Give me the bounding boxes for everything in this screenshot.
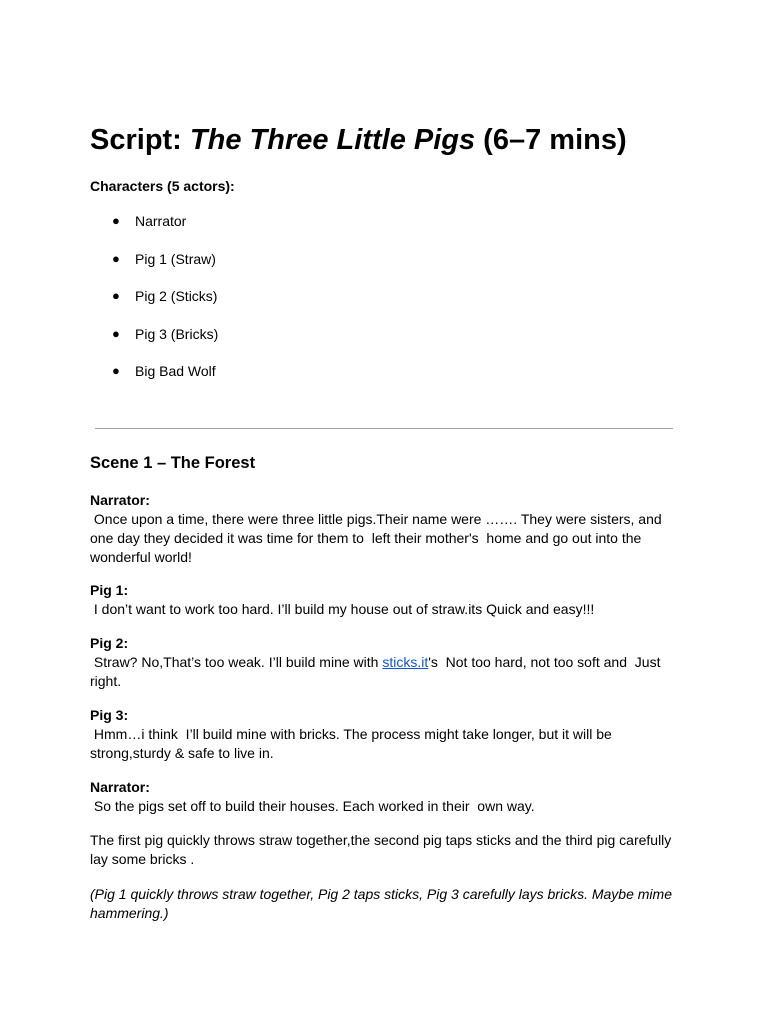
dialogue-line: one day they decided it was time for them to left their mother's home and go out into the — [90, 530, 642, 546]
dialogue-line: So the pigs set off to build their houses. Each worked in their own way. — [90, 798, 535, 814]
speaker-label: Narrator: — [90, 492, 150, 508]
narrative-paragraph — [90, 831, 676, 869]
dialogue-text: Straw? No,That’s too weak. I’ll build mine with — [90, 654, 383, 670]
stage-direction-line: hammering.) — [90, 905, 169, 921]
bullet-icon: ● — [112, 250, 120, 266]
character-name: Pig 3 (Bricks) — [135, 325, 219, 342]
dialogue-pig-1 — [90, 581, 676, 619]
title-prefix: Script: — [90, 124, 190, 156]
character-name: Big Bad Wolf — [135, 363, 216, 379]
speaker-label: Pig 1: — [90, 582, 129, 598]
character-name: Narrator — [135, 213, 187, 229]
title-play-name: The Three Little Pigs — [189, 124, 476, 156]
dialogue-line: strong,sturdy & safe to live in. — [90, 745, 274, 761]
sticks-link[interactable]: sticks.it — [382, 654, 429, 670]
bullet-icon: ● — [112, 363, 120, 378]
page-title — [90, 121, 627, 159]
stage-direction-line: (Pig 1 quickly throws straw together, Pig 2 taps sticks, Pig 3 carefully lays bricks. Maybe mime — [90, 886, 672, 902]
character-name: Pig 2 (Sticks) — [135, 288, 218, 304]
character-name: Pig 1 (Straw) — [135, 250, 216, 267]
stage-direction — [90, 885, 676, 923]
horizontal-divider — [95, 428, 673, 429]
dialogue-line: Once upon a time, there were three little pigs.Their name were ……. They were sisters, and — [90, 511, 662, 527]
bullet-icon: ● — [112, 213, 120, 228]
speaker-label: Pig 2: — [90, 635, 129, 651]
bullet-icon: ● — [112, 288, 120, 303]
dialogue-line: wonderful world! — [90, 549, 192, 565]
speaker-label: Narrator: — [90, 779, 150, 795]
paragraph-line: lay some bricks . — [90, 851, 195, 867]
dialogue-pig-2 — [90, 634, 676, 691]
bullet-icon: ● — [112, 325, 120, 341]
dialogue-line: Hmm…i think I’ll build mine with bricks. The process might take longer, but it will be — [90, 726, 612, 742]
dialogue-narrator-2 — [90, 778, 676, 816]
scene-heading: Scene 1 – The Forest — [90, 454, 256, 472]
dialogue-text: 's Not too hard, not too soft and Just — [428, 654, 661, 670]
dialogue-line: I don’t want to work too hard. I’ll build my house out of straw.its Quick and easy!!! — [90, 601, 595, 617]
dialogue-pig-3 — [90, 706, 676, 763]
title-suffix: (6–7 mins) — [475, 124, 627, 156]
speaker-label: Pig 3: — [90, 707, 129, 723]
paragraph-line: The first pig quickly throws straw together,the second pig taps sticks and the third pig carefully — [90, 832, 672, 848]
dialogue-line: right. — [90, 673, 122, 689]
dialogue-narrator-1 — [90, 491, 676, 567]
dialogue-line — [90, 653, 676, 672]
characters-label: Characters (5 actors): — [90, 178, 235, 194]
